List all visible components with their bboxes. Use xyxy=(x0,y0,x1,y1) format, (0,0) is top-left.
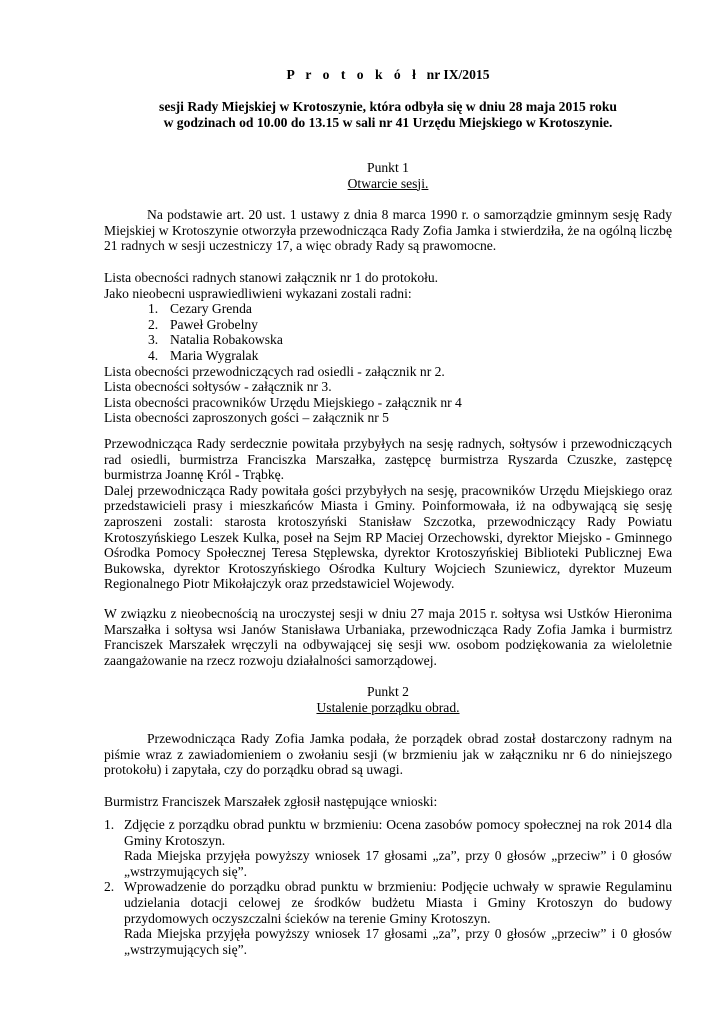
motion-number: 2. xyxy=(104,879,115,895)
list-item: 2. Paweł Grobelny xyxy=(148,316,258,332)
absent-intro: Jako nieobecni usprawiedliwieni wykazani zostali radni: xyxy=(104,285,412,301)
list-item: 3. Natalia Robakowska xyxy=(148,332,283,348)
punkt-2-header xyxy=(104,684,672,715)
punkt-1-header xyxy=(104,160,672,191)
list-item xyxy=(104,879,672,957)
punkt-1-subheading: Otwarcie sesji. xyxy=(347,175,429,191)
guests-paragraph: Dalej przewodnicząca Rady powitała gości przybyłych na sesję, pracowników Urzędu Miejskiego oraz przedstawicieli prasy i mieszkańców Miasta i Gminy. Poinformowała, iż na odbywającą się sesję zaproszeni zostali: starosta krotoszyński Stanisław Szczotka, przewodniczący Rady Powiatu Krotoszyńskiego Leszek Kulka, poseł na Sejm RP Maciej Orzechowski, dyrektor Miejsko - Gminnego Ośrodka Pomocy Społecznej Teresa Stęplewska, dyrektor Krotoszyńskiej Biblioteki Publicznej Ewa Bukowska, dyrektor Krotoszyńskiego Ośrodka Kultury Wojciech Szuniewicz, dyrektor Muzeum Regionalnego Piotr Mikołajczyk oraz przedstawiciel Wojewody. xyxy=(104,482,672,592)
thanks-paragraph: W związku z nieobecnością na uroczystej sesji w dniu 27 maja 2015 r. sołtysa wsi Ustków Hieronima Marszałka i sołtysa wsi Janów Stanisława Urbaniaka, przewodnicząca Rady Zofia Jamka i burmistrz Franciszek Marszałek wręczyli na odbywającej się sesji ww. osobom podziękowania za wieloletnie zaangażowanie na rzecz rozwoju działalności samorządowej. xyxy=(104,606,672,668)
motion-vote: Rada Miejska przyjęła powyższy wniosek 17 głosami „za”, przy 0 głosów „przeciw” i 0 głosów „wstrzymujących się”. xyxy=(124,926,672,957)
title-number: nr IX/2015 xyxy=(426,67,490,82)
punkt-1-heading: Punkt 1 xyxy=(367,160,409,175)
motion-vote: Rada Miejska przyjęła powyższy wniosek 17 głosami „za”, przy 0 głosów „przeciw” i 0 głosów „wstrzymujących się”. xyxy=(124,848,672,879)
welcome-section xyxy=(104,436,672,592)
motion-number: 1. xyxy=(104,817,115,832)
attendance-list-osiedli: Lista obecności przewodniczących rad osiedli - załącznik nr 2. xyxy=(104,363,445,379)
attendance-section xyxy=(104,270,672,426)
list-item xyxy=(104,817,672,879)
motion-text: Wprowadzenie do porządku obrad punktu w brzmieniu: Podjęcie uchwały w sprawie Regulaminu udzielania dotacji celowej ze środków budżetu Miasta i Gminy Krotoszyn do budowy przydomowych oczyszczalni ścieków na terenie Gminy Krotoszyn. xyxy=(124,879,672,926)
welcome-paragraph: Przewodnicząca Rady serdecznie powitała przybyłych na sesję radnych, sołtysów i przewodniczących rad osiedli, burmistrza Franciszka Marszałka, zastępcę burmistrza Ryszarda Czuszke, zastępcę burmistrza Joannę Król - Trąbkę. xyxy=(104,436,672,483)
motion-text: Zdjęcie z porządku obrad punktu w brzmieniu: Ocena zasobów pomocy społecznej na rok 2014 dla Gminy Krotoszyn. xyxy=(124,817,672,848)
punkt-2-heading: Punkt 2 xyxy=(367,684,409,699)
motions-intro: Burmistrz Franciszek Marszałek zgłosił następujące wnioski: xyxy=(104,794,438,809)
document-subtitle xyxy=(104,99,672,130)
document-title xyxy=(104,67,672,83)
attendance-list-pracownikow: Lista obecności pracowników Urzędu Miejskiego - załącznik nr 4 xyxy=(104,394,462,410)
punkt-2-paragraph: Przewodnicząca Rady Zofia Jamka podała, że porządek obrad został dostarczony radnym na piśmie wraz z zawiadomieniem o zwołaniu sesji (w brzmieniu jak w załączniku nr 6 do niniejszego protokołu) i zapytała, czy do porządku obrad są uwagi. xyxy=(104,731,672,778)
list-item: 4. Maria Wygralak xyxy=(148,347,259,363)
attendance-list-radnych: Lista obecności radnych stanowi załącznik nr 1 do protokołu. xyxy=(104,270,439,285)
subtitle-line-1: sesji Rady Miejskiej w Krotoszynie, która odbyła się w dniu 28 maja 2015 roku xyxy=(159,99,617,114)
absent-list xyxy=(104,301,672,363)
subtitle-line-2: w godzinach od 10.00 do 13.15 w sali nr 41 Urzędu Miejskiego w Krotoszynie. xyxy=(163,114,613,130)
title-word: P r o t o k ó ł xyxy=(286,67,420,82)
list-item: 1. Cezary Grenda xyxy=(148,301,252,317)
punkt-1-opening-paragraph: Na podstawie art. 20 ust. 1 ustawy z dnia 8 marca 1990 r. o samorządzie gminnym sesję Rady Miejskiej w Krotoszynie otworzyła przewodnicząca Rady Zofia Jamka i stwierdziła, że na ogólną liczbę 21 radnych w sesji uczestniczy 17, a więc obrady Rady są prawomocne. xyxy=(104,207,672,254)
punkt-2-subheading: Ustalenie porządku obrad. xyxy=(316,699,460,715)
motions-list xyxy=(104,817,672,957)
attendance-list-gosci: Lista obecności zaproszonych gości – załącznik nr 5 xyxy=(104,410,389,426)
attendance-list-soltysow: Lista obecności sołtysów - załącznik nr 3. xyxy=(104,379,332,395)
